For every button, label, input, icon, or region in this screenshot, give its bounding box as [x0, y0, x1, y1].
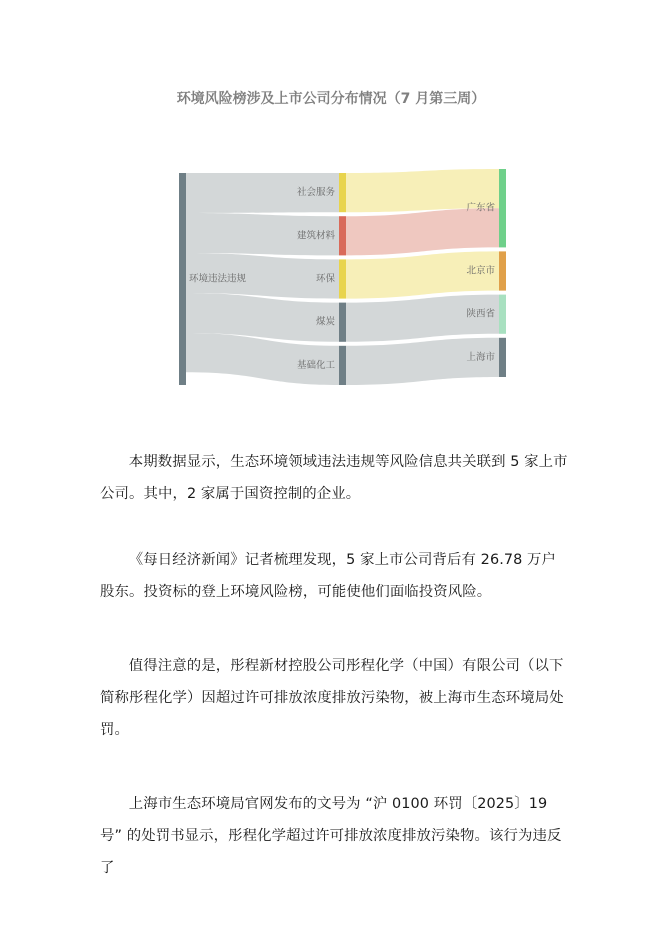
- node-industry-4: [339, 346, 346, 385]
- label-industry-1: 建筑材料: [296, 230, 335, 242]
- label-industry-0: 社会服务: [296, 187, 335, 199]
- paragraph-3: 值得注意的是，彤程新材控股公司彤程化学（中国）有限公司（以下简称彤程化学）因超过许可排放浓度排放污染物，被上海市生态环境局处罚。: [100, 658, 564, 738]
- node-source: [179, 173, 186, 385]
- node-industry-3: [339, 303, 346, 342]
- label-source: 环境违法违规: [189, 273, 247, 285]
- label-industry-4: 基础化工: [296, 359, 335, 371]
- paragraph-2: 《每日经济新闻》记者梳理发现，5 家上市公司背后有 26.78 万户股东。投资标的登上环境风险榜，可能使他们面临投资风险。: [100, 552, 557, 600]
- paragraph-4: 上海市生态环境局官网发布的文号为 “沪 0100 环罚〔2025〕19 号” 的处罚书显示，彤程化学超过许可排放浓度排放污染物。该行为违反了: [100, 796, 562, 876]
- link-industry-to-region-1: [346, 208, 499, 255]
- label-industry-2: 环保: [315, 273, 335, 285]
- label-region-0: 广东省: [466, 202, 495, 214]
- label-industry-3: 煤炭: [315, 316, 335, 328]
- label-region-2: 陕西省: [466, 308, 495, 320]
- node-industry-1: [339, 216, 346, 255]
- node-region-1: [499, 251, 506, 290]
- chart-title: 环境风险榜涉及上市公司分布情况（7 月第三周）: [176, 91, 486, 107]
- node-region-3: [499, 338, 506, 377]
- node-industry-0: [339, 173, 346, 212]
- label-region-1: 北京市: [466, 265, 495, 277]
- node-region-0: [499, 169, 506, 247]
- node-region-2: [499, 295, 506, 334]
- sankey-svg: [0, 150, 662, 410]
- paragraph-1: 本期数据显示，生态环境领域违法违规等风险信息共关联到 5 家上市公司。其中，2 家属于国资控制的企业。: [100, 454, 568, 502]
- node-industry-2: [339, 259, 346, 298]
- label-region-3: 上海市: [466, 351, 495, 363]
- sankey-chart: [0, 150, 662, 410]
